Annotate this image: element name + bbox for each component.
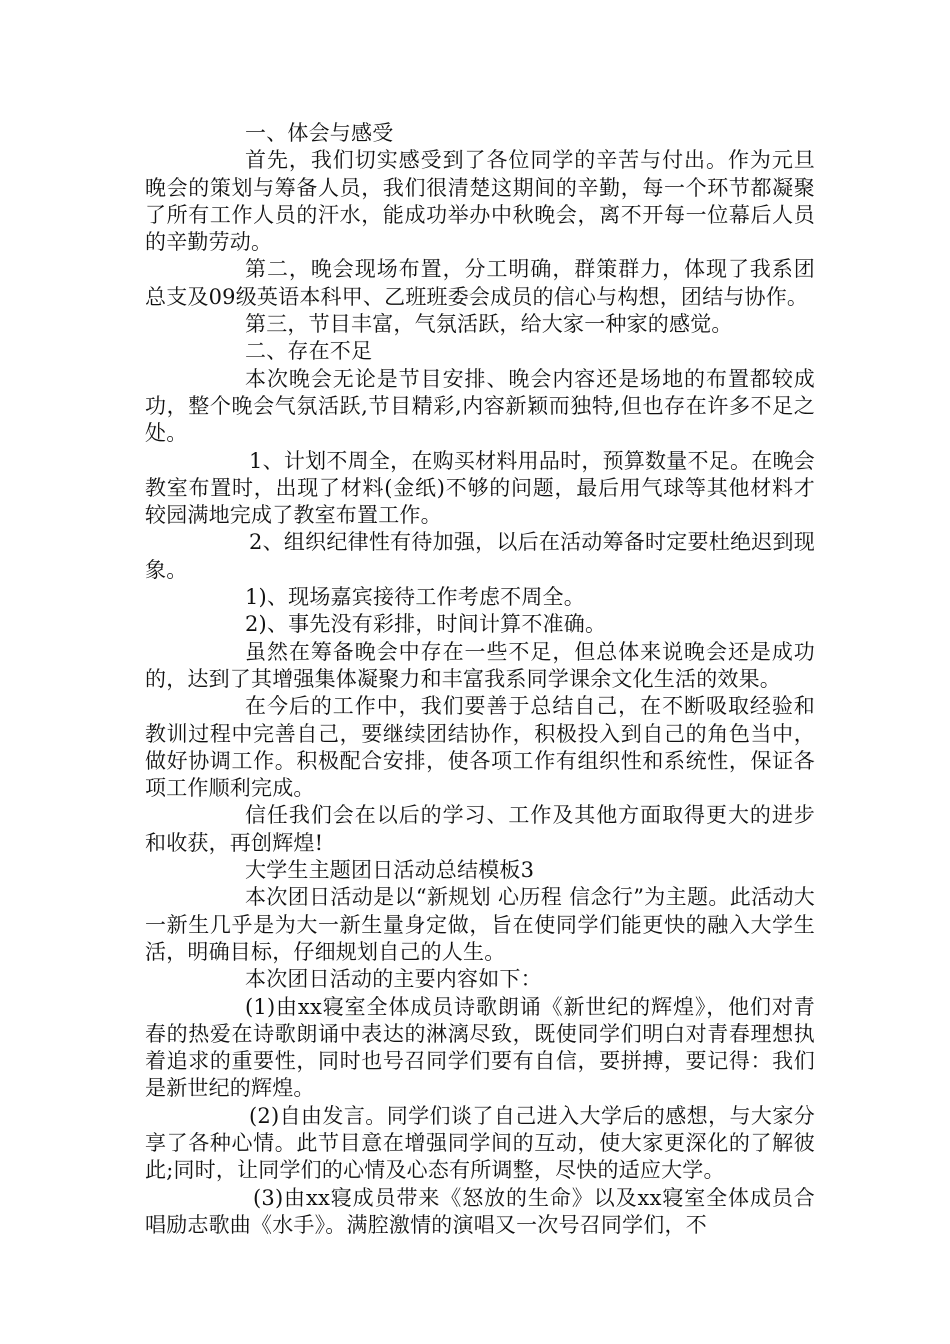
- document-subtitle: 大学生主题团日活动总结模板3: [245, 858, 535, 883]
- list-item: 1、计划不周全，在购买材料用品时，预算数量不足。在晚会教室布置时，出现了材料(金纸)不够的问题，最后用气球等其他材料才较园满地完成了教室布置工作。: [145, 448, 815, 528]
- paragraph: 在今后的工作中，我们要善于总结自己，在不断吸取经验和教训过程中完善自己，要继续团结协作，积极投入到自己的角色当中，做好协调工作。积极配合安排，使各项工作有组织性和系统性，保证各项工作顺利完成。: [145, 694, 815, 801]
- paragraph: 虽然在筹备晚会中存在一些不足，但总体来说晚会还是成功的，达到了其增强集体凝聚力和丰富我系同学课余文化生活的效果。: [145, 639, 815, 691]
- list-item: (3)由xx寝成员带来《怒放的生命》以及xx寝室全体成员合唱励志歌曲《水手》。满腔激情的演唱又一次号召同学们，不: [145, 1185, 815, 1237]
- list-item: 1)、现场嘉宾接待工作考虑不周全。: [245, 585, 585, 610]
- paragraph: 首先，我们切实感受到了各位同学的辛苦与付出。作为元旦晚会的策划与筹备人员，我们很清楚这期间的辛勤，每一个环节都凝聚了所有工作人员的汗水，能成功举办中秋晚会，离不开每一位幕后人员的辛勤劳动。: [145, 148, 815, 255]
- paragraph: 第三，节目丰富，气氛活跃，给大家一种家的感觉。: [245, 312, 733, 337]
- paragraph: 本次晚会无论是节目安排、晚会内容还是场地的布置都较成功，整个晚会气氛活跃,节目精彩,内容新颖而独特,但也存在许多不足之处。: [145, 366, 815, 446]
- section-heading: 一、体会与感受: [245, 121, 394, 145]
- list-item: 2)、事先没有彩排，时间计算不准确。: [245, 612, 607, 637]
- document-body: [145, 120, 815, 1239]
- section-heading: 二、存在不足: [245, 339, 373, 364]
- list-item: (2)自由发言。同学们谈了自己进入大学后的感想，与大家分享了各种心情。此节目意在增强同学间的互动，使大家更深化的了解彼此;同时，让同学们的心情及心态有所调整，尽快的适应大学。: [145, 1103, 815, 1183]
- paragraph: 第二，晚会现场布置，分工明确，群策群力，体现了我系团总支及09级英语本科甲、乙班班委会成员的信心与构想，团结与协作。: [145, 257, 815, 309]
- list-item: 2、组织纪律性有待加强，以后在活动筹备时定要杜绝迟到现象。: [145, 530, 815, 582]
- paragraph: 本次团日活动是以“新规划 心历程 信念行”为主题。此活动大一新生几乎是为大一新生量身定做，旨在使同学们能更快的融入大学生活，明确目标，仔细规划自己的人生。: [145, 885, 815, 964]
- paragraph: 本次团日活动的主要内容如下：: [245, 967, 542, 992]
- list-item: (1)由xx寝室全体成员诗歌朗诵《新世纪的辉煌》，他们对青春的热爱在诗歌朗诵中表达的淋漓尽致，既使同学们明白对青春理想执着追求的重要性，同时也号召同学们要有自信，要拼搏，要记得：我们是新世纪的辉煌。: [145, 994, 815, 1101]
- paragraph: 信任我们会在以后的学习、工作及其他方面取得更大的进步和收获，再创辉煌!: [145, 803, 815, 855]
